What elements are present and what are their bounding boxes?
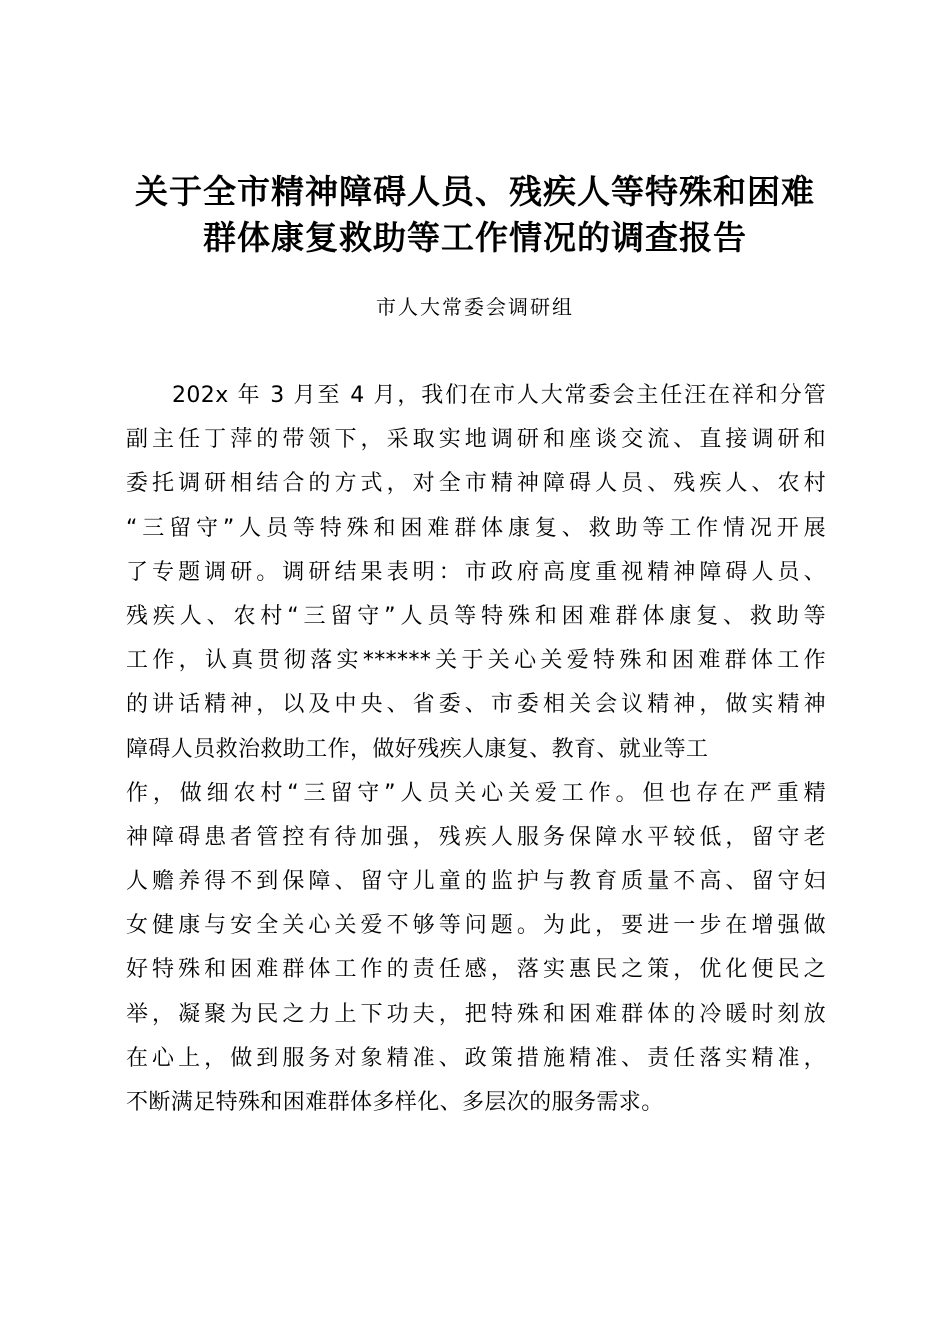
paragraph-line: 工作，认真贯彻落实******关于关心关爱特殊和困难群体工作 [126, 648, 826, 674]
body-paragraph [126, 374, 826, 1125]
paragraph-line: 好特殊和困难群体工作的责任感，落实惠民之策，优化便民之 [126, 957, 826, 983]
paragraph-line: 女健康与安全关心关爱不够等问题。为此，要进一步在增强做 [126, 913, 826, 939]
title-line-1: 关于全市精神障碍人员、残疾人等特殊和困难 [135, 172, 815, 211]
paragraph-line: 委托调研相结合的方式，对全市精神障碍人员、残疾人、农村 [126, 471, 826, 497]
paragraph-line: 202x 年 3 月至 4 月，我们在市人大常委会主任汪在祥和分管 [172, 383, 826, 408]
paragraph-line: 的讲话精神，以及中央、省委、市委相关会议精神，做实精神 [126, 692, 826, 718]
paragraph-line: 在心上，做到服务对象精准、政策措施精准、责任落实精准， [126, 1045, 826, 1071]
paragraph-line: 了专题调研。调研结果表明：市政府高度重视精神障碍人员、 [126, 559, 826, 585]
document-title [100, 169, 850, 261]
paragraph-line: 人赡养得不到保障、留守儿童的监护与教育质量不高、留守妇 [126, 869, 826, 895]
paragraph-line: 神障碍患者管控有待加强，残疾人服务保障水平较低，留守老 [126, 824, 826, 850]
paragraph-line: “三留守”人员等特殊和困难群体康复、救助等工作情况开展 [126, 515, 826, 541]
paragraph-line: 副主任丁萍的带领下，采取实地调研和座谈交流、直接调研和 [126, 427, 826, 453]
paragraph-line: 障碍人员救治救助工作，做好残疾人康复、教育、就业等工 [126, 736, 709, 762]
paragraph-line: 举，凝聚为民之力上下功夫，把特殊和困难群体的冷暖时刻放 [126, 1001, 826, 1027]
title-line-2: 群体康复救助等工作情况的调查报告 [203, 218, 747, 257]
author-line: 市人大常委会调研组 [376, 295, 574, 319]
paragraph-line: 不断满足特殊和困难群体多样化、多层次的服务需求。 [126, 1090, 664, 1115]
paragraph-line: 作，做细农村“三留守”人员关心关爱工作。但也存在严重精 [126, 780, 826, 806]
paragraph-line: 残疾人、农村“三留守”人员等特殊和困难群体康复、救助等 [126, 603, 826, 629]
